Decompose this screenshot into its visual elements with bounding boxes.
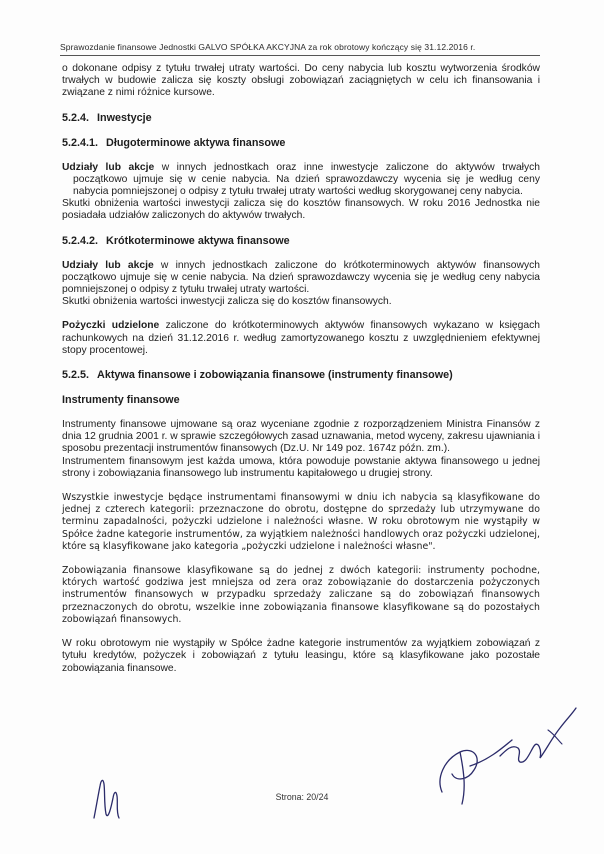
section-heading-5-2-4 xyxy=(62,112,540,125)
paragraph-long-term-impairment: Skutki obniżenia wartości inwestycji zalicza się do kosztów finansowych. W roku 2016 Jednostka nie posiadała udziałów zaliczonych do aktywów trwałych. xyxy=(62,198,540,222)
paragraph-other-liabilities: W roku obrotowym nie wystąpiły w Spółce żadne kategorie instrumentów za wyjątkiem zobowiązań z tytułu kredytów, pożyczek i zobowiązań z tytułu leasingu, które są klasyfikowane jako pozostałe zobowiązania finansowe. xyxy=(62,638,540,674)
section-number: 5.2.4. xyxy=(62,111,90,124)
section-title: Krótkoterminowe aktywa finansowe xyxy=(106,234,290,247)
page-content xyxy=(62,63,540,687)
section-heading-5-2-4-2 xyxy=(62,235,540,248)
subheading-instruments: Instrumenty finansowe xyxy=(62,394,180,407)
section-number: 5.2.4.2. xyxy=(62,234,99,247)
page-header: Sprawozdanie finansowe Jednostki GALVO SPÓŁKA AKCYJNA za rok obrotowy kończący się 31.12.2016 r. xyxy=(60,42,540,56)
section-title: Inwestycje xyxy=(97,111,152,124)
paragraph-text: w innych jednostkach zaliczone do krótkoterminowych aktywów finansowych początkowo ujmuje się w cenie nabycia. Na dzień sprawozdawczy wycenia się je według ceny nabycia pomniejszonej o odpisy z tytułu trwałej utraty wartości. xyxy=(62,259,540,296)
section-heading-5-2-4-1 xyxy=(62,137,540,150)
section-title: Aktywa finansowe i zobowiązania finansowe (instrumenty finansowe) xyxy=(97,369,453,382)
paragraph-short-term-shares xyxy=(62,260,540,297)
page-number: Strona: 20/24 xyxy=(275,792,329,802)
paragraph-text: w innych jednostkach oraz inne inwestycje zaliczone do aktywów trwałych początkowo ujmuje się w cenie nabycia. Na dzień sprawozdawczy wycenia się je według ceny nabycia pomniejszonej o odpisy z tytułu trwałej utraty wartości według skorygowanej ceny nabycia. xyxy=(73,161,540,198)
term-bold: Udziały lub akcje xyxy=(62,161,155,173)
term-bold: Udziały lub akcje xyxy=(62,259,154,271)
intro-paragraph: o dokonane odpisy z tytułu trwałej utraty wartości. Do ceny nabycia lub kosztu wytworzenia środków trwałych w budowie zalicza się koszty obsługi zobowiązań zaciągniętych w celu ich finansowania i związane z nimi różnice kursowe. xyxy=(62,63,540,99)
paragraph-instruments-regulation: Instrumenty finansowe ujmowane są oraz wyceniane zgodnie z rozporządzeniem Ministra Finansów z dnia 12 grudnia 2001 r. w sprawie szczegółowych zasad uznawania, metod wyceny, zakresu ujawniania i sposobu prezentacji instrumentów finansowych (Dz.U. Nr 149 poz. 1674z późn. zm.). xyxy=(62,419,540,455)
section-title: Długoterminowe aktywa finansowe xyxy=(106,136,286,149)
section-heading-5-2-5 xyxy=(62,369,540,382)
paragraph-text: zaliczone do krótkoterminowych aktywów finansowych wykazano w księgach rachunkowych na dzień 31.12.2016 r. według zamortyzowanego kosztu z uwzględnieniem efektywnej stopy procentowej. xyxy=(62,320,540,356)
paragraph-long-term-shares xyxy=(62,162,540,199)
section-number: 5.2.4.1. xyxy=(62,136,99,149)
section-number: 5.2.5. xyxy=(62,369,90,382)
term-bold: Pożyczki udzielone xyxy=(62,320,160,332)
paragraph-short-term-impairment: Skutki obniżenia wartości inwestycji zalicza się do kosztów finansowych. xyxy=(62,296,392,308)
paragraph-loans-granted xyxy=(62,320,540,357)
paragraph-liability-categories: Zobowiązania finansowe klasyfikowane są do jednej z dwóch kategorii: instrumenty pochodne, których wartość godziwa jest mniejsza od zera oraz zobowiązanie do dostarczenia pożyczonych instrumentów finansowych w przypadku sprzedaży zaliczane są do zobowiązań finansowych przeznaczonych do obrotu, wszelkie inne zobowiązania finansowe klasyfikowane są do pozostałych zobowiązań finansowych. xyxy=(62,565,540,625)
paragraph-instrument-definition: Instrumentem finansowym jest każda umowa, która powoduje powstanie aktywa finansowego u jednej strony i zobowiązania finansowego lub instrumentu kapitałowego u drugiej strony. xyxy=(62,455,540,479)
paragraph-investment-categories: Wszystkie inwestycje będące instrumentami finansowymi w dniu ich nabycia są klasyfikowane do jednej z czterech kategorii: przeznaczone do obrotu, dostępne do sprzedaży lub utrzymywane do terminu zapadalności, pożyczki udzielone i należności własne. W roku obrotowym nie wystąpiły w Spółce żadne kategorie instrumentów, za wyjątkiem należności handlowych oraz pożyczki udzielonej, które są klasyfikowane jako kategoria „pożyczki udzielone i należności własne". xyxy=(62,492,540,552)
